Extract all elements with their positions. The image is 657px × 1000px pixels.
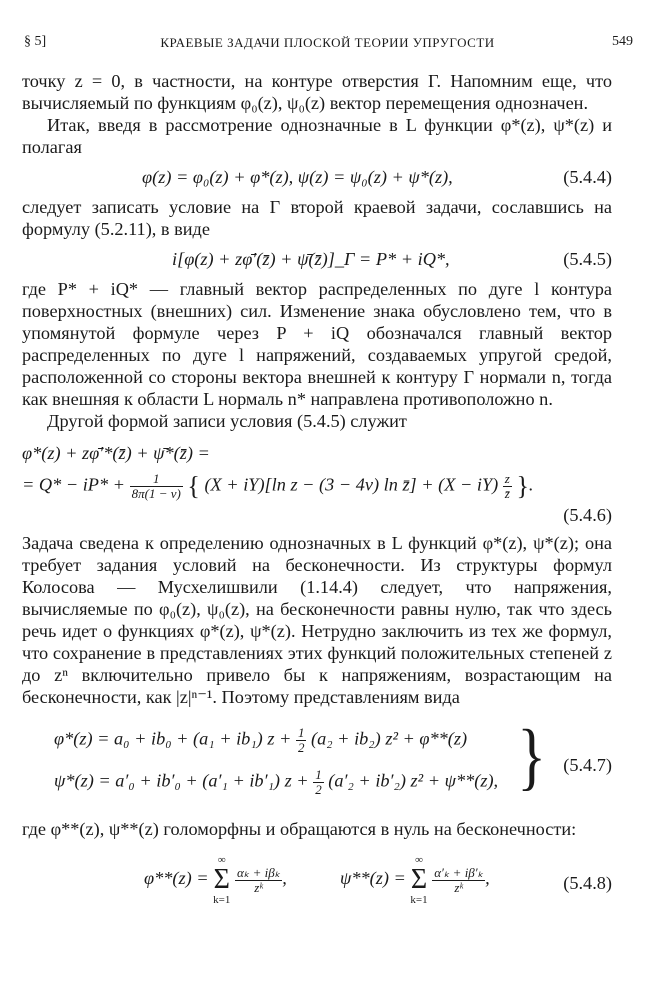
equation-5-4-7 xyxy=(22,714,612,812)
fraction xyxy=(503,472,512,501)
fraction-half xyxy=(313,768,324,797)
sum-sign xyxy=(213,854,230,906)
fraction-numerator: z xyxy=(504,471,510,486)
fraction-denominator: 2 xyxy=(297,740,305,755)
equation-number: (5.4.7) xyxy=(563,755,612,775)
fraction-numerator: 1 xyxy=(130,472,183,487)
equation-part: (a₂ + ib₂) z² + φ**(z) xyxy=(311,728,468,749)
fraction-denominator: z̄ xyxy=(504,486,510,501)
equation-part: (a′₂ + ib′₂) z² + ψ**(z), xyxy=(328,770,499,791)
close-brace: } xyxy=(516,471,529,501)
equation-part: φ**(z) = xyxy=(144,868,209,889)
equation-number: (5.4.4) xyxy=(563,167,612,187)
paragraph-2: Итак, введя в рассмотрение однозначные в L функции φ*(z), ψ*(z) и полагая xyxy=(22,115,612,157)
sum-upper: ∞ xyxy=(217,854,226,866)
fraction xyxy=(432,866,485,895)
open-brace: { xyxy=(187,471,200,501)
paragraph-7: где φ**(z), ψ**(z) голоморфны и обращаются в нуль на бесконечности: xyxy=(22,819,577,839)
equation-part: = Q* − iP* + xyxy=(22,474,126,495)
equation-body: φ(z) = φ₀(z) + φ*(z), ψ(z) = ψ₀(z) + ψ*(z), xyxy=(142,167,453,187)
fraction-numerator: 1 xyxy=(315,767,322,782)
sigma-icon: Σ xyxy=(410,864,428,895)
sigma-icon: Σ xyxy=(213,864,230,895)
equation-5-4-8 xyxy=(22,848,612,918)
page-number: 549 xyxy=(612,34,633,49)
fraction-denominator: zᵏ xyxy=(454,879,464,895)
running-title: КРАЕВЫЕ ЗАДАЧИ ПЛОСКОЙ ТЕОРИИ УПРУГОСТИ xyxy=(160,35,495,50)
equation-part-psi: ψ**(z) = ∞ Σ k=1 $\frac{\text{α′ₖ + iβ′ₖ}}{\text{zᵏ}}$ , xyxy=(340,854,490,906)
sum-upper: ∞ xyxy=(415,854,423,866)
equation-part-phi: φ**(z) = ∞ Σ k=1 $\frac{\text{αₖ + iβₖ}}{\text{zᵏ}}$ , xyxy=(144,854,287,906)
page-body xyxy=(22,70,612,924)
paragraph-4: где P* + iQ* — главный вектор распределенных по дуге l контура поверхностных (внешних) сил. Изменение знака обусловлено тем, что в упомянутой формуле через P + iQ обозначался главный вектор распределенных по дуге l напряжений, создаваемых упругой средой, расположенной со стороны вектора внешней к контуру Г нормали n, тогда как внешняя к области L нормаль n* направлена противоположно n. xyxy=(22,279,612,409)
paragraph-3: следует записать условие на Г второй краевой задачи, сославшись на формулу (5.2.11), в виде xyxy=(22,197,612,239)
equation-number: (5.4.6) xyxy=(563,505,612,525)
equation-number: (5.4.8) xyxy=(563,873,612,893)
equation-line-2: = Q* − iP* + $\frac{1}{8\pi(1 - \nu)}$ { (X + iY)[ln z − (3 − 4ν) ln z̄] + (X − iY) $\frac{z}{z̄}$ }. xyxy=(22,471,534,501)
paragraph-1: точку z = 0, в частности, на контуре отверстия Г. Напомним еще, что вычисляемый по функциям φ₀(z), ψ₀(z) вектор перемещения однозначен. xyxy=(22,71,612,113)
fraction xyxy=(130,472,183,501)
equation-line-2 xyxy=(54,768,498,797)
sum-sign xyxy=(410,854,427,906)
fraction xyxy=(235,866,282,895)
fraction-denominator: 8π(1 − ν) xyxy=(131,486,181,501)
fraction-denominator: zᵏ xyxy=(254,879,263,895)
equation-part: ψ**(z) = xyxy=(340,868,406,889)
fraction-numerator: α′ₖ + iβ′ₖ xyxy=(434,864,484,880)
sum-lower: k=1 xyxy=(410,894,428,906)
equation-part: ψ*(z) = a′₀ + ib′₀ + (a′₁ + ib′₁) z + xyxy=(54,770,309,791)
equation-body: i[φ(z) + zφ̄′(z̄) + ψ̄(z̄)]_Г = P* + iQ*, xyxy=(172,249,450,269)
fraction-half xyxy=(296,726,307,755)
running-header xyxy=(22,34,633,54)
right-brace: } xyxy=(517,714,546,798)
equation-part: φ*(z) = a₀ + ib₀ + (a₁ + ib₁) z + xyxy=(54,728,292,749)
equation-5-4-6 xyxy=(22,436,612,526)
fraction-numerator: 1 xyxy=(297,725,305,740)
equation-line-1: φ*(z) + zφ̄′*(z̄) + ψ̄*(z̄) = xyxy=(22,443,210,463)
equation-part: (X + iY)[ln z − (3 − 4ν) ln z̄] + (X − iY) xyxy=(204,474,499,495)
equation-line-1 xyxy=(54,726,467,755)
section-mark: § 5] xyxy=(24,34,47,49)
paragraph-6: Задача сведена к определению однозначных в L функций φ*(z), ψ*(z); она требует задания условий на бесконечности. Из структуры формул Колосова — Мусхелишвили (1.14.4) следует, что напряжения, вычисляемые по φ₀(z), ψ₀(z), на бесконечности равны нулю, так что здесь речь идет о функциях φ*(z), ψ*(z). Нетрудно заключить из тех же формул, что сохранение в представлениях этих функций положительных степеней z до zⁿ включительно привело бы к напряжениям, возрастающим на бесконечности, как |z|ⁿ⁻¹. Поэтому представлениям вида xyxy=(22,533,612,707)
fraction-denominator: 2 xyxy=(315,782,322,797)
equation-5-4-5 xyxy=(22,244,612,272)
sum-lower: k=1 xyxy=(213,894,231,906)
equation-number: (5.4.5) xyxy=(563,249,612,269)
fraction-numerator: αₖ + iβₖ xyxy=(236,864,281,880)
equation-5-4-4 xyxy=(22,162,612,190)
paragraph-5: Другой формой записи условия (5.4.5) служит xyxy=(47,411,407,431)
